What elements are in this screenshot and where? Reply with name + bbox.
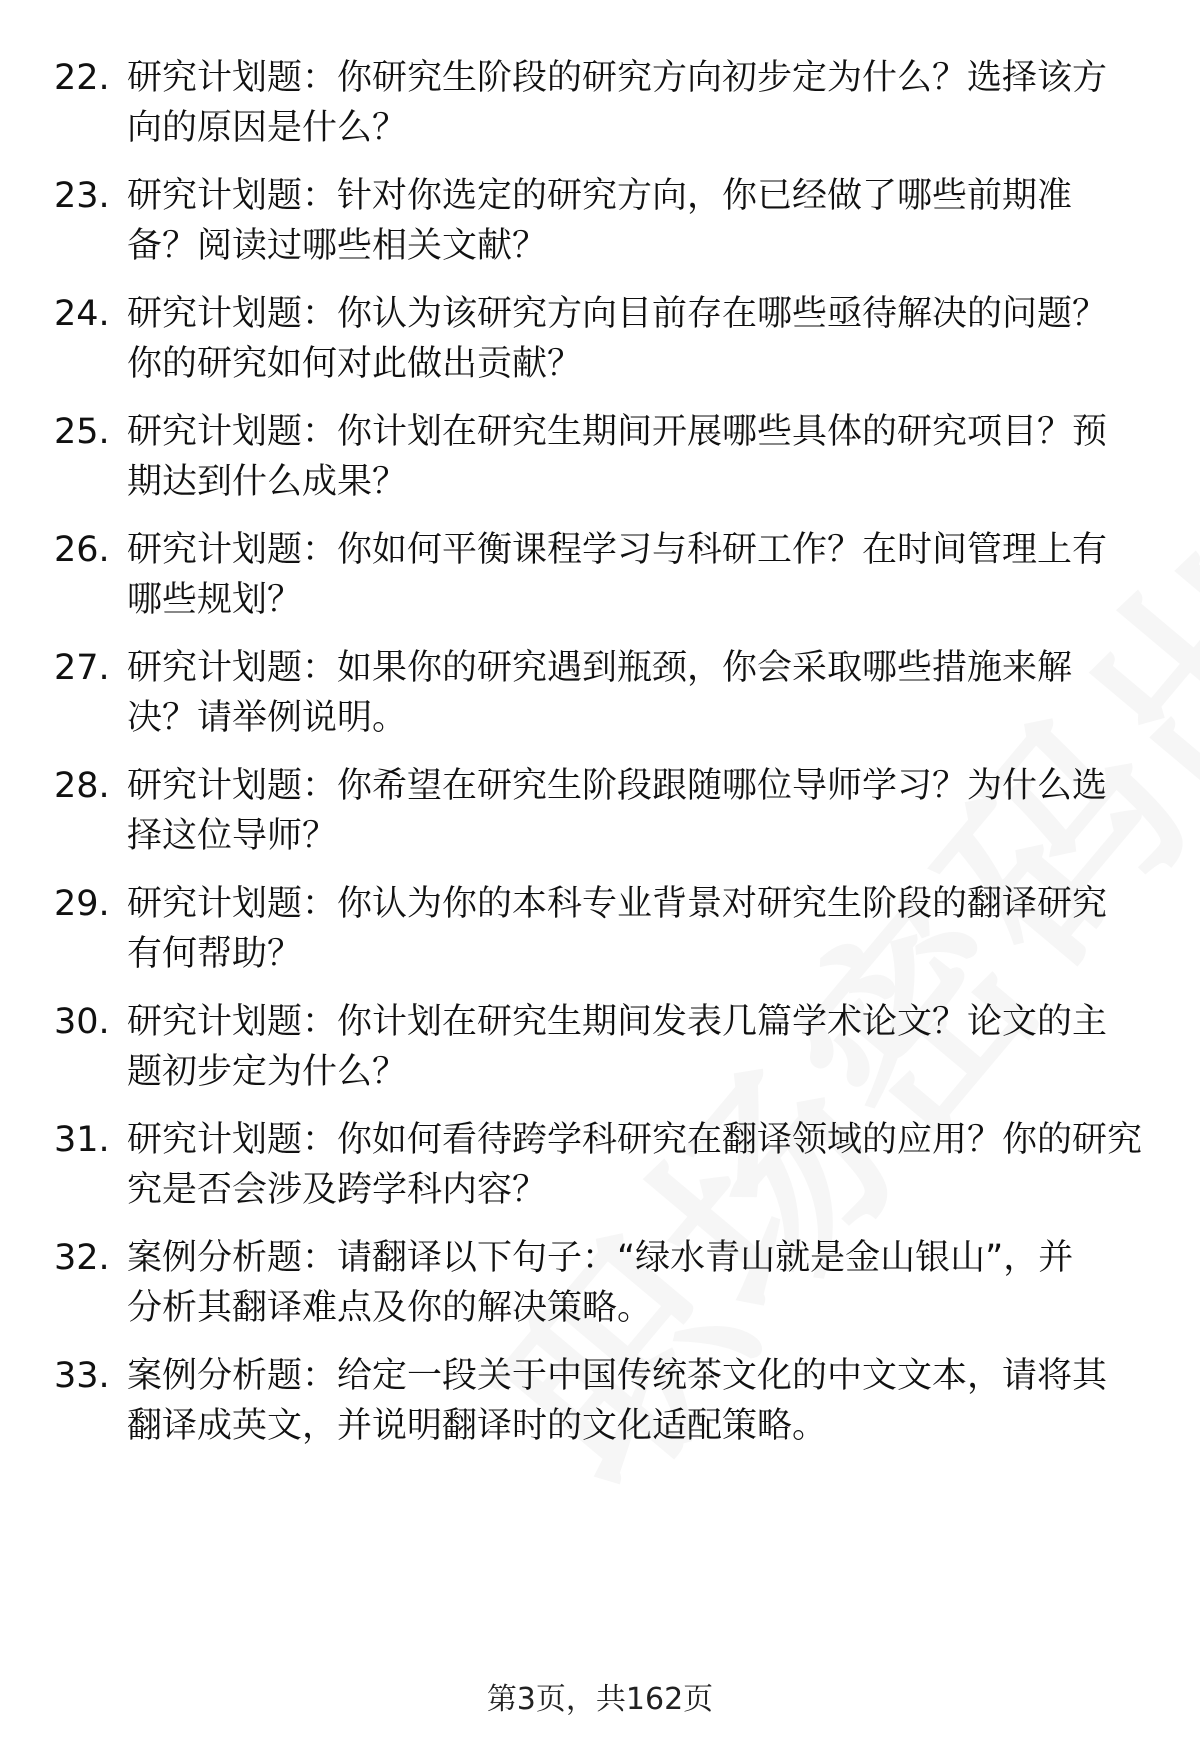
question-number: 24.	[54, 294, 110, 334]
question-line: 你的研究如何对此做出贡献？	[127, 344, 583, 384]
question-line: 分析其翻译难点及你的解决策略。	[127, 1288, 653, 1328]
question-line: 研究计划题：你认为该研究方向目前存在哪些亟待解决的问题？	[127, 294, 1108, 334]
question-number: 27.	[54, 648, 110, 688]
question-text	[127, 53, 1145, 153]
question-text	[127, 1233, 1145, 1333]
question-line: 哪些规划？	[127, 580, 303, 620]
question-text	[127, 1115, 1145, 1215]
question-line: 研究计划题：你研究生阶段的研究方向初步定为什么？选择该方	[127, 58, 1108, 98]
question-line: 研究计划题：你认为你的本科专业背景对研究生阶段的翻译研究	[127, 884, 1108, 924]
question-line: 研究计划题：你如何看待跨学科研究在翻译领域的应用？你的研究	[127, 1120, 1143, 1160]
page-footer: 第3页，共162页	[486, 1682, 714, 1717]
question-text	[127, 171, 1145, 271]
question-number: 29.	[54, 884, 110, 924]
question-line: 研究计划题：你如何平衡课程学习与科研工作？在时间管理上有	[127, 530, 1108, 570]
question-number: 23.	[54, 176, 110, 216]
question-line: 研究计划题：针对你选定的研究方向，你已经做了哪些前期准	[127, 176, 1073, 216]
question-line: 择这位导师？	[127, 816, 338, 856]
question-line: 研究计划题：你计划在研究生期间发表几篇学术论文？论文的主	[127, 1002, 1108, 1042]
question-text	[127, 761, 1145, 861]
question-line: 题初步定为什么？	[127, 1052, 408, 1092]
question-text	[127, 407, 1145, 507]
question-line: 研究计划题：如果你的研究遇到瓶颈，你会采取哪些措施来解	[127, 648, 1073, 688]
question-line: 究是否会涉及跨学科内容？	[127, 1170, 548, 1210]
question-number: 28.	[54, 766, 110, 806]
question-text	[127, 997, 1145, 1097]
question-line: 向的原因是什么？	[127, 108, 408, 148]
question-line: 有何帮助？	[127, 934, 303, 974]
question-line: 案例分析题：给定一段关于中国传统茶文化的中文文本，请将其	[127, 1356, 1108, 1396]
question-text	[127, 1351, 1145, 1451]
question-number: 22.	[54, 58, 110, 98]
question-line: 案例分析题：请翻译以下句子：“绿水青山就是金山银山”，并	[127, 1238, 1074, 1278]
question-line: 备？阅读过哪些相关文献？	[127, 226, 548, 266]
question-number: 25.	[54, 412, 110, 452]
question-line: 研究计划题：你计划在研究生期间开展哪些具体的研究项目？预	[127, 412, 1108, 452]
question-line: 研究计划题：你希望在研究生阶段跟随哪位导师学习？为什么选	[127, 766, 1108, 806]
question-number: 30.	[54, 1002, 110, 1042]
question-number: 26.	[54, 530, 110, 570]
question-number: 33.	[54, 1356, 110, 1396]
question-line: 翻译成英文，并说明翻译时的文化适配策略。	[127, 1406, 828, 1446]
question-number: 32.	[54, 1238, 110, 1278]
question-number: 31.	[54, 1120, 110, 1160]
question-text	[127, 289, 1145, 389]
question-text	[127, 525, 1145, 625]
question-text	[127, 879, 1145, 979]
question-text	[127, 643, 1145, 743]
question-line: 期达到什么成果？	[127, 462, 408, 502]
question-line: 决？请举例说明。	[127, 698, 408, 738]
